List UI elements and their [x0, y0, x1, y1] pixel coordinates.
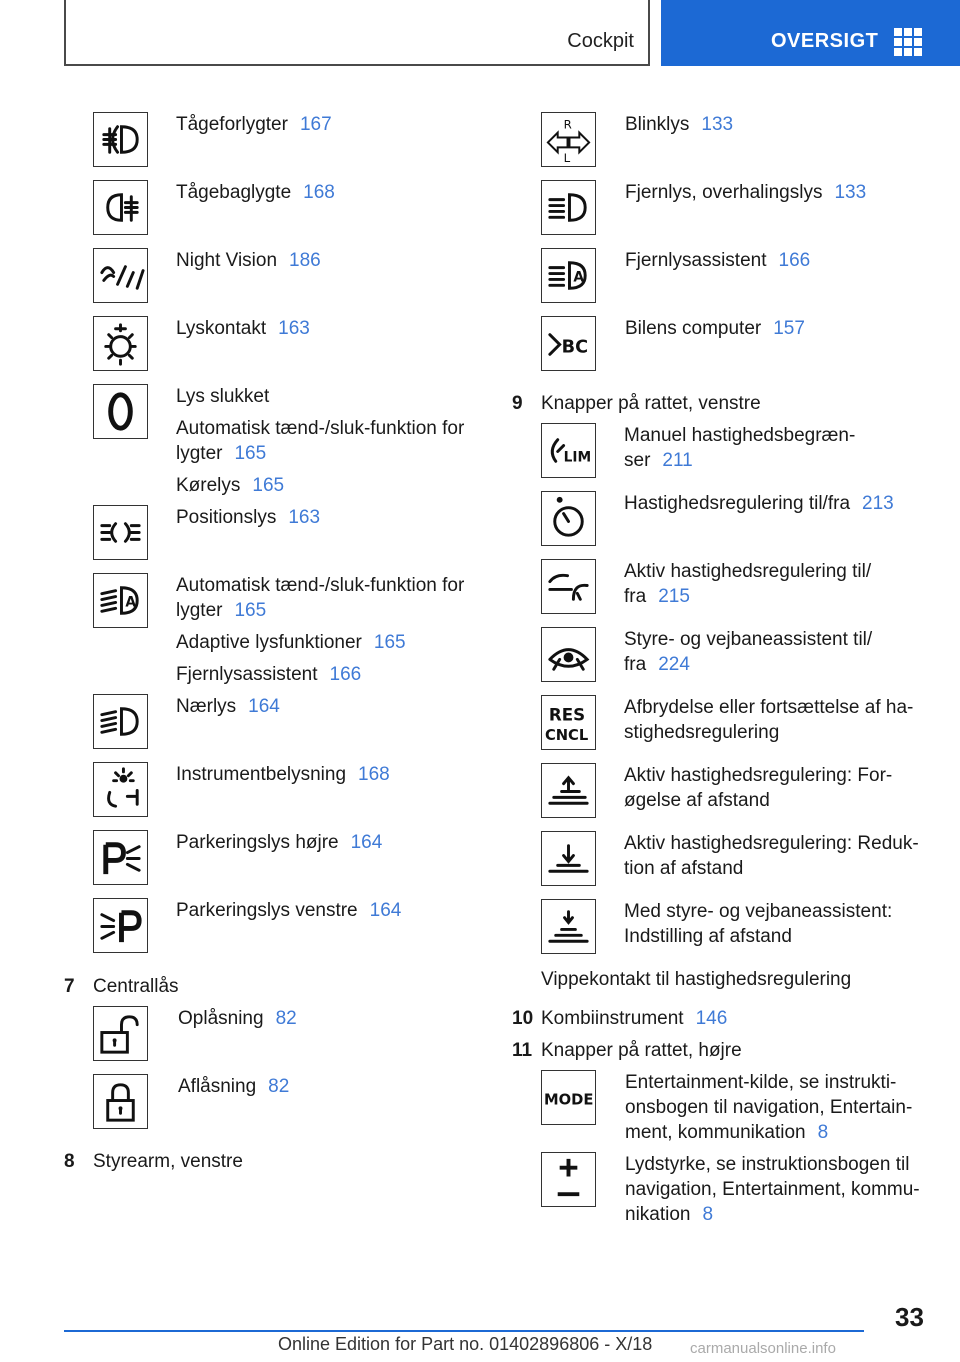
entry-text: Nærlys: [176, 696, 237, 717]
page-ref[interactable]: 215: [658, 586, 690, 607]
right-entry: [624, 423, 924, 480]
active-cruise-control-icon: [541, 559, 596, 614]
fog-light-rear-icon: [93, 180, 148, 235]
page-ref[interactable]: 164: [369, 900, 402, 921]
svg-text:MODE: MODE: [543, 1091, 594, 1109]
lock-icon: [93, 1074, 148, 1129]
page-ref[interactable]: 166: [329, 664, 362, 685]
footer-rule: [64, 1330, 864, 1332]
light-switch-icon: [93, 316, 148, 371]
entry-text: Lyskontakt: [176, 318, 267, 339]
header-section-box: [64, 0, 650, 66]
left-entry: [176, 316, 476, 348]
page-ref[interactable]: 186: [289, 250, 321, 271]
section-10-title: Kombiinstrument 146: [541, 1008, 728, 1029]
entry-text: Manuel hastighedsbegræn- ser: [624, 425, 856, 471]
left-entry: [176, 180, 476, 212]
entry-text: Positionslys: [176, 507, 277, 528]
left-entry: [176, 830, 476, 862]
speed-limiter-icon: [541, 423, 596, 478]
distance-setting-icon: [541, 899, 596, 954]
section-title: Cockpit: [567, 30, 634, 52]
section-8-number: 8: [64, 1151, 75, 1172]
entry-line: [176, 830, 476, 855]
section-10-number: 10: [512, 1008, 534, 1029]
page-ref[interactable]: 211: [662, 450, 693, 471]
page-ref[interactable]: 157: [773, 318, 805, 339]
page-ref[interactable]: 82: [275, 1008, 297, 1029]
page-ref[interactable]: 168: [303, 182, 335, 203]
page-ref[interactable]: 164: [248, 696, 280, 717]
entry-text: Aktiv hastighedsregulering: Reduk- tion af afstand: [624, 833, 919, 879]
entry-line: [625, 1070, 925, 1145]
entry-text: Hastighedsregulering til/fra: [624, 493, 851, 514]
right-entry: [625, 1070, 925, 1152]
entry-text: Blinklys: [625, 114, 690, 135]
parking-light-right-icon: [93, 830, 148, 885]
page-ref[interactable]: 8: [817, 1122, 829, 1143]
entry-line: [176, 316, 476, 341]
entry-text: Instrumentbelysning: [176, 764, 347, 785]
svg-text:RES: RES: [548, 705, 586, 725]
entry-text: Fjernlys, overhalingslys: [625, 182, 823, 203]
entry-text: Aktiv hastighedsregulering: For- øgelse af afstand: [624, 765, 893, 811]
page-ref[interactable]: 146: [695, 1008, 728, 1029]
page-ref[interactable]: 8: [702, 1204, 714, 1225]
distance-decrease-icon: [541, 831, 596, 886]
page-ref[interactable]: 165: [234, 443, 267, 464]
left-entry: [176, 573, 476, 694]
entry-text: Adaptive lysfunktioner: [176, 632, 362, 653]
right-entry: [624, 491, 924, 523]
entry-line: [176, 898, 476, 923]
entry-text: Parkeringslys venstre: [176, 900, 358, 921]
svg-text:CNCL: CNCL: [544, 727, 589, 745]
page-ref[interactable]: 165: [373, 632, 406, 653]
entry-line: [176, 573, 476, 623]
right-entry: [624, 763, 924, 820]
right-entry: [624, 695, 924, 752]
high-beam-assistant-icon: [541, 248, 596, 303]
entry-text: Bilens computer: [625, 318, 762, 339]
entry-line: [625, 1152, 925, 1227]
footer-edition: Online Edition for Part no. 01402896806 - X/18: [278, 1334, 653, 1354]
section-7-title: Centrallås: [93, 976, 179, 997]
entry-line: [176, 694, 476, 719]
right-entry: [624, 627, 924, 684]
entry-line: [176, 505, 476, 530]
entry-line: [624, 763, 924, 813]
entry-text: Lys slukket: [176, 386, 270, 407]
entry-line: [176, 473, 476, 498]
right-entry: [624, 559, 924, 616]
left-entry: [176, 762, 476, 794]
entry-line: [625, 248, 925, 273]
entry-text: Entertainment-kilde, se instrukti- onsbogen til navigation, Entertain- ment, kommunikation: [625, 1072, 913, 1143]
entry-text: Lydstyrke, se instruktionsbogen til navigation, Entertainment, kommu- nikation: [625, 1154, 920, 1225]
parking-lights-icon: [93, 505, 148, 560]
right-entry: [625, 112, 925, 144]
section-11-number: 11: [512, 1040, 533, 1061]
page-ref[interactable]: 133: [834, 182, 867, 203]
entry-text: Tågebaglygte: [176, 182, 292, 203]
cruise-control-icon: [541, 491, 596, 546]
svg-text:LIM: LIM: [563, 449, 592, 466]
overview-label: OVERSIGT: [771, 30, 879, 52]
svg-text:A: A: [573, 269, 585, 286]
entry-line: [176, 662, 476, 687]
page-ref[interactable]: 82: [268, 1076, 290, 1097]
entry-text: Automatisk tænd-/sluk-funktion for lygter: [176, 575, 465, 621]
svg-text:A: A: [125, 594, 137, 611]
entry-line: [624, 559, 924, 609]
grid-menu-icon[interactable]: [894, 28, 922, 56]
page-ref[interactable]: 166: [778, 250, 811, 271]
svg-text:BC: BC: [561, 337, 589, 358]
steering-lane-assistant-icon: [541, 627, 596, 682]
left-entry: [176, 505, 476, 537]
entry-text: Oplåsning: [178, 1008, 264, 1029]
page-ref[interactable]: 163: [288, 507, 321, 528]
left-entry: [176, 384, 476, 505]
unlock-icon: [93, 1006, 148, 1061]
entry-line: [624, 831, 924, 881]
entry-line: [176, 180, 476, 205]
entry-line: [624, 627, 924, 677]
entry-line: [625, 316, 925, 341]
entry-line: [176, 630, 476, 655]
left-entry: [176, 112, 476, 144]
parking-light-left-icon: [93, 898, 148, 953]
left-entry: [176, 694, 476, 726]
svg-text:L: L: [563, 151, 571, 166]
volume-plus-minus-icon: [541, 1152, 596, 1207]
turn-signal-icon: [541, 112, 596, 167]
left-entry: [176, 898, 476, 930]
section-9-number: 9: [512, 393, 523, 414]
right-entry: [624, 831, 924, 888]
page-number: 33: [895, 1302, 924, 1332]
night-vision-icon: [93, 248, 148, 303]
watermark: carmanualsonline.info: [690, 1340, 836, 1357]
entry-line: [176, 384, 476, 409]
entry-line: [178, 1074, 478, 1099]
section-8-title: Styrearm, venstre: [93, 1151, 243, 1172]
right-entry: [625, 1152, 925, 1234]
entry-text: Aflåsning: [178, 1076, 257, 1097]
section-7-number: 7: [64, 976, 75, 997]
entry-text: Aktiv hastighedsregulering til/ fra: [624, 561, 872, 607]
left-entry: [178, 1006, 478, 1038]
res-cncl-icon: [541, 695, 596, 750]
page-ref[interactable]: 164: [350, 832, 383, 853]
right-entry: [625, 180, 925, 212]
entry-line: [625, 112, 925, 137]
overview-tab[interactable]: [661, 0, 960, 66]
left-entry: [176, 248, 476, 280]
entry-line: [624, 695, 924, 745]
svg-text:R: R: [563, 117, 572, 132]
high-beam-icon: [541, 180, 596, 235]
entry-text: Parkeringslys højre: [176, 832, 339, 853]
page-ref[interactable]: 165: [252, 475, 285, 496]
right-entry: [624, 899, 924, 956]
section-11-title: Knapper på rattet, højre: [541, 1040, 742, 1061]
distance-increase-icon: [541, 763, 596, 818]
lights-off-icon: [93, 384, 148, 439]
entry-line: [624, 491, 924, 516]
entry-text: Afbrydelse eller fortsættelse af ha- stighedsregulering: [624, 697, 914, 743]
entry-text: Automatisk tænd-/sluk-funktion for lygter: [176, 418, 465, 464]
entry-text: Styre- og vejbaneassistent til/ fra: [624, 629, 873, 675]
rocker-switch-text: Vippekontakt til hastighedsregulering: [541, 969, 852, 990]
onboard-computer-icon: [541, 316, 596, 371]
page-ref[interactable]: 133: [701, 114, 734, 135]
left-entry: [178, 1074, 478, 1106]
page-ref[interactable]: 213: [862, 493, 894, 514]
low-beam-icon: [93, 694, 148, 749]
page-ref[interactable]: 168: [358, 764, 390, 785]
entry-line: [176, 416, 476, 466]
entry-text: Tågeforlygter: [176, 114, 288, 135]
entry-text: Kørelys: [176, 475, 241, 496]
entry-line: [176, 248, 476, 273]
entry-text: Fjernlysassistent: [625, 250, 767, 271]
entry-line: [176, 112, 476, 137]
right-entry: [625, 316, 925, 348]
page-ref[interactable]: 165: [234, 600, 267, 621]
right-entry: [625, 248, 925, 280]
page-ref[interactable]: 224: [658, 654, 690, 675]
mode-button-icon: [541, 1070, 596, 1125]
entry-line: [624, 423, 924, 473]
page-ref[interactable]: 167: [299, 114, 332, 135]
entry-text: Med styre- og vejbaneassistent: Indstilling af afstand: [624, 901, 893, 947]
entry-text: Night Vision: [176, 250, 278, 271]
fog-light-front-icon: [93, 112, 148, 167]
entry-text: Fjernlysassistent: [176, 664, 318, 685]
page-ref[interactable]: 163: [278, 318, 310, 339]
section-9-title: Knapper på rattet, venstre: [541, 393, 761, 414]
auto-headlight-icon: [93, 573, 148, 628]
entry-line: [176, 762, 476, 787]
entry-line: [624, 899, 924, 949]
instrument-lighting-icon: [93, 762, 148, 817]
entry-line: [178, 1006, 478, 1031]
entry-line: [625, 180, 925, 205]
